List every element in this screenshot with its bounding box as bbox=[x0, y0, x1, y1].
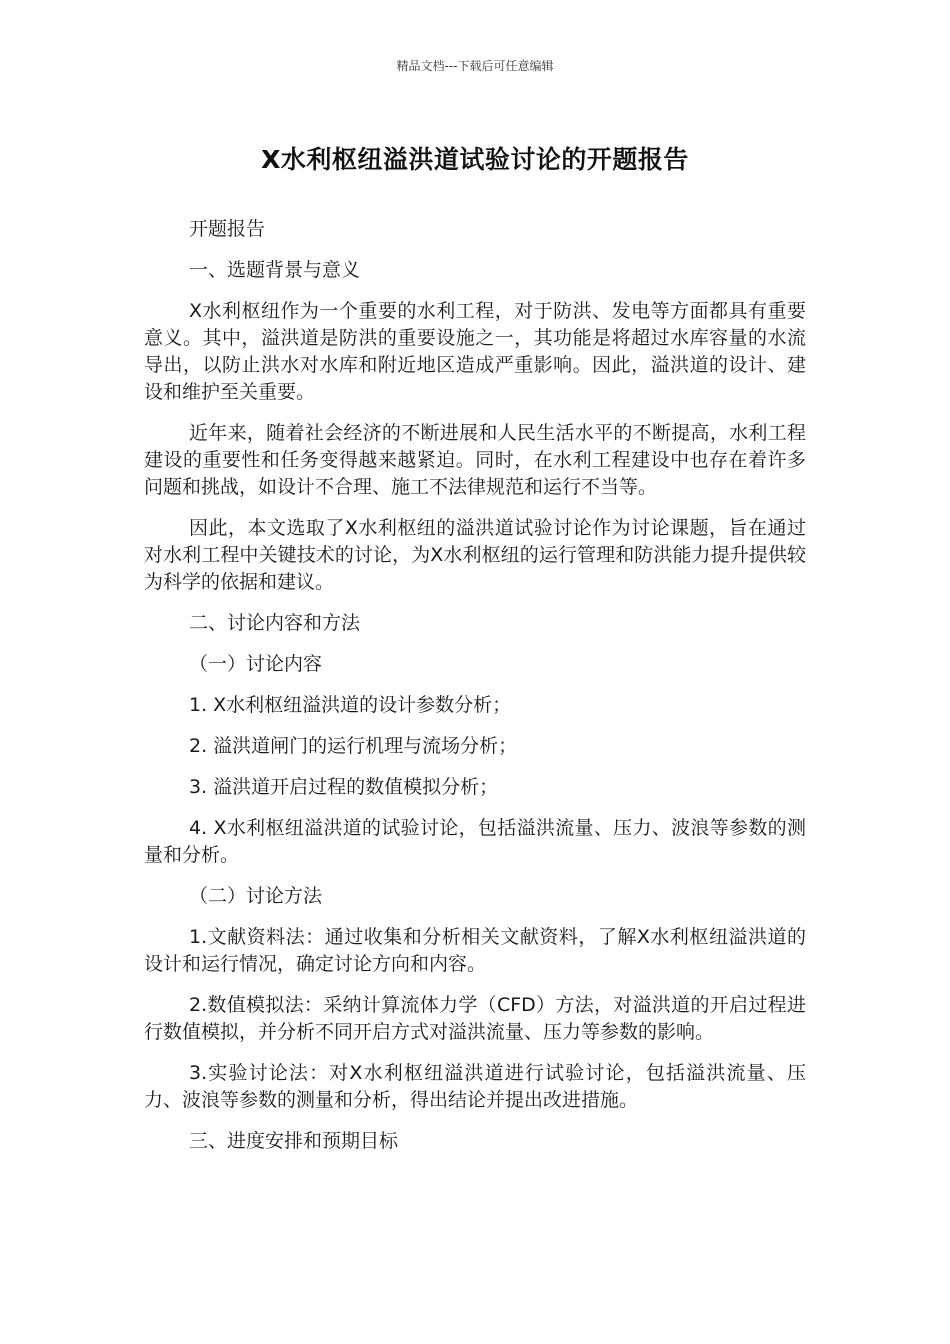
list-item: 4. X水利枢纽溢洪道的试验讨论，包括溢洪流量、压力、波浪等参数的测量和分析。 bbox=[144, 817, 806, 866]
paragraph: 因此，本文选取了X水利枢纽的溢洪道试验讨论作为讨论课题，旨在通过对水利工程中关键技术的讨论，为X水利枢纽的运行管理和防洪能力提升提供较为科学的依据和建议。 bbox=[144, 517, 806, 593]
subsection-heading-content: （一）讨论内容 bbox=[189, 653, 323, 675]
list-item: 2. 溢洪道闸门的运行机理与流场分析； bbox=[189, 735, 518, 757]
list-item: 1.文献资料法：通过收集和分析相关文献资料，了解X水利枢纽溢洪道的设计和运行情况，确定讨论方向和内容。 bbox=[144, 926, 806, 975]
paragraph-report-heading: 开题报告 bbox=[189, 218, 266, 240]
list-item: 2.数值模拟法：采纳计算流体力学（CFD）方法，对溢洪道的开启过程进行数值模拟，并分析不同开启方式对溢洪流量、压力等参数的影响。 bbox=[144, 994, 806, 1043]
subsection-heading-methods: （二）讨论方法 bbox=[189, 885, 323, 907]
header-note: 精品文档---下载后可任意编辑 bbox=[396, 59, 554, 73]
section-heading-background: 一、选题背景与意义 bbox=[189, 259, 361, 281]
list-item: 1. X水利枢纽溢洪道的设计参数分析； bbox=[189, 694, 512, 716]
section-heading-schedule: 三、进度安排和预期目标 bbox=[189, 1130, 399, 1152]
section-heading-content-methods: 二、讨论内容和方法 bbox=[189, 612, 361, 634]
document-title: X水利枢纽溢洪道试验讨论的开题报告 bbox=[261, 145, 689, 174]
list-item: 3. 溢洪道开启过程的数值模拟分析； bbox=[189, 776, 499, 798]
paragraph: X水利枢纽作为一个重要的水利工程，对于防洪、发电等方面都具有重要意义。其中，溢洪道是防洪的重要设施之一，其功能是将超过水库容量的水流导出，以防止洪水对水库和附近地区造成严重影响。因此，溢洪道的设计、建设和维护至关重要。 bbox=[144, 300, 806, 403]
document-body bbox=[144, 216, 806, 1169]
list-item: 3.实验讨论法：对X水利枢纽溢洪道进行试验讨论，包括溢洪流量、压力、波浪等参数的测量和分析，得出结论并提出改进措施。 bbox=[144, 1062, 806, 1111]
paragraph: 近年来，随着社会经济的不断进展和人民生活水平的不断提高，水利工程建设的重要性和任务变得越来越紧迫。同时，在水利工程建设中也存在着许多问题和挑战，如设计不合理、施工不法律规范和运行不当等。 bbox=[144, 422, 806, 498]
